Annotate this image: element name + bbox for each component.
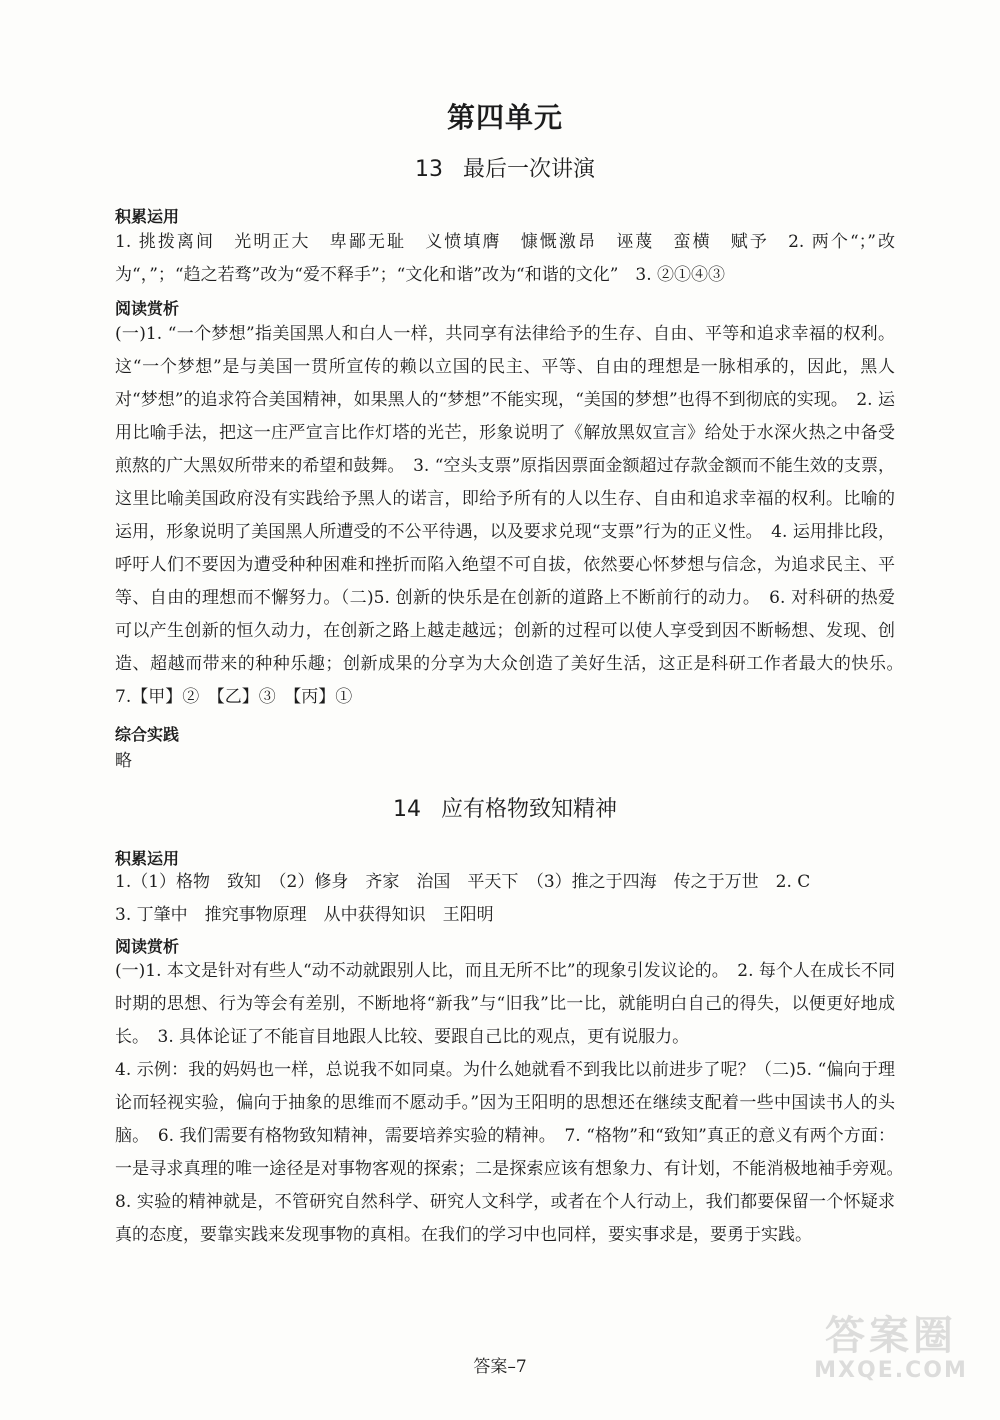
section-body-accumulate: 1. 挑拨离间 光明正大 卑鄙无耻 义愤填膺 慷慨激昂 诬蔑 蛮横 赋予 2. 两个“；”改为“，”；“趋之若骛”改为“爱不释手”；“文化和谐”改为“和谐的文化” 3. ②①④③ xyxy=(115,232,895,285)
section-body-reading: (一)1. 本文是针对有些人“动不动就跟别人比，而且无所不比”的现象引发议论的。 2. 每个人在成长不同时期的思想、行为等会有差别，不断地将“新我”与“旧我”比一比，就能明白自己的得失，以便更好地成长。 3. 具体论证了不能盲目地跟人比较、要跟自己比的观点，更有说服力。 4. 示例：我的妈妈也一样，总说我不如同桌。为什么她就看不到我比以前进步了呢？（二)5. “偏向于理论而轻视实验，偏向于抽象的思维而不愿动手。”因为王阳明的思想还在继续支配着一些中国读书人的头脑。 6. 我们需要有格物致知精神，需要培养实验的精神。 7. “格物”和“致知”真正的意义有两个方面：一是寻求真理的唯一途径是对事物客观的探索；二是探索应该有想象力、有计划，不能消极地袖手旁观。 8. 实验的精神就是，不管研究自然科学、研究人文科学，或者在个人行动上，我们都要保留一个怀疑求真的态度，要靠实践来发现事物的真相。在我们的学习中也同样，要实事求是，要勇于实践。 xyxy=(115,961,895,1245)
page-number: 答案–7 xyxy=(473,1357,527,1377)
lesson-name: 最后一次讲演 xyxy=(462,157,595,182)
section-heading-accumulate: 积累运用 xyxy=(115,849,180,868)
section-heading-reading: 阅读赏析 xyxy=(115,937,180,956)
lesson-13-title xyxy=(115,152,895,183)
section-body-reading: (一)1. “一个梦想”指美国黑人和白人一样，共同享有法律给予的生存、自由、平等和追求幸福的权利。这“一个梦想”是与美国一贯所宣传的赖以立国的民主、平等、自由的理想是一脉相承的，因此，黑人对“梦想”的追求符合美国精神，如果黑人的“梦想”不能实现，“美国的梦想”也得不到彻底的实现。 2. 运用比喻手法，把这一庄严宣言比作灯塔的光芒，形象说明了《解放黑奴宣言》给处于水深火热之中备受煎熬的广大黑奴所带来的希望和鼓舞。 3. “空头支票”原指因票面金额超过存款金额而不能生效的支票，这里比喻美国政府没有实践给予黑人的诺言，即给予所有的人以生存、自由和追求幸福的权利。比喻的运用，形象说明了美国黑人所遭受的不公平待遇，以及要求兑现“支票”行为的正义性。 4. 运用排比段，呼吁人们不要因为遭受种种困难和挫折而陷入绝望不可自拔，依然要心怀梦想与信念，为追求民主、平等、自由的理想而不懈努力。（二)5. 创新的快乐是在创新的道路上不断前行的动力。 6. 对科研的热爱可以产生创新的恒久动力，在创新之路上越走越远；创新的过程可以使人享受到因不断畅想、发现、创造、超越而带来的种种乐趣；创新成果的分享为大众创造了美好生活，这正是科研工作者最大的快乐。 7.【甲】② 【乙】③ 【丙】① xyxy=(115,324,912,707)
section-heading-practice: 综合实践 xyxy=(115,725,180,744)
lesson-number: 13 xyxy=(414,157,443,182)
lesson-14-title xyxy=(115,792,895,823)
unit-title: 第四单元 xyxy=(446,101,563,134)
section-heading-accumulate: 积累运用 xyxy=(115,207,180,226)
section-body-accumulate: 1.（1）格物 致知 （2）修身 齐家 治国 平天下 （3）推之于四海 传之于万世 2. C 3. 丁肇中 推究事物原理 从中获得知识 王阳明 xyxy=(115,872,811,925)
watermark-text: 答案圈 xyxy=(825,1313,957,1359)
section-body-practice: 略 xyxy=(115,751,132,771)
lesson-name: 应有格物致知精神 xyxy=(440,797,617,822)
lesson-number: 14 xyxy=(392,797,421,822)
watermark-logo xyxy=(796,1314,986,1394)
watermark-url: MXQE.COM xyxy=(814,1358,968,1383)
section-heading-reading: 阅读赏析 xyxy=(115,299,180,318)
